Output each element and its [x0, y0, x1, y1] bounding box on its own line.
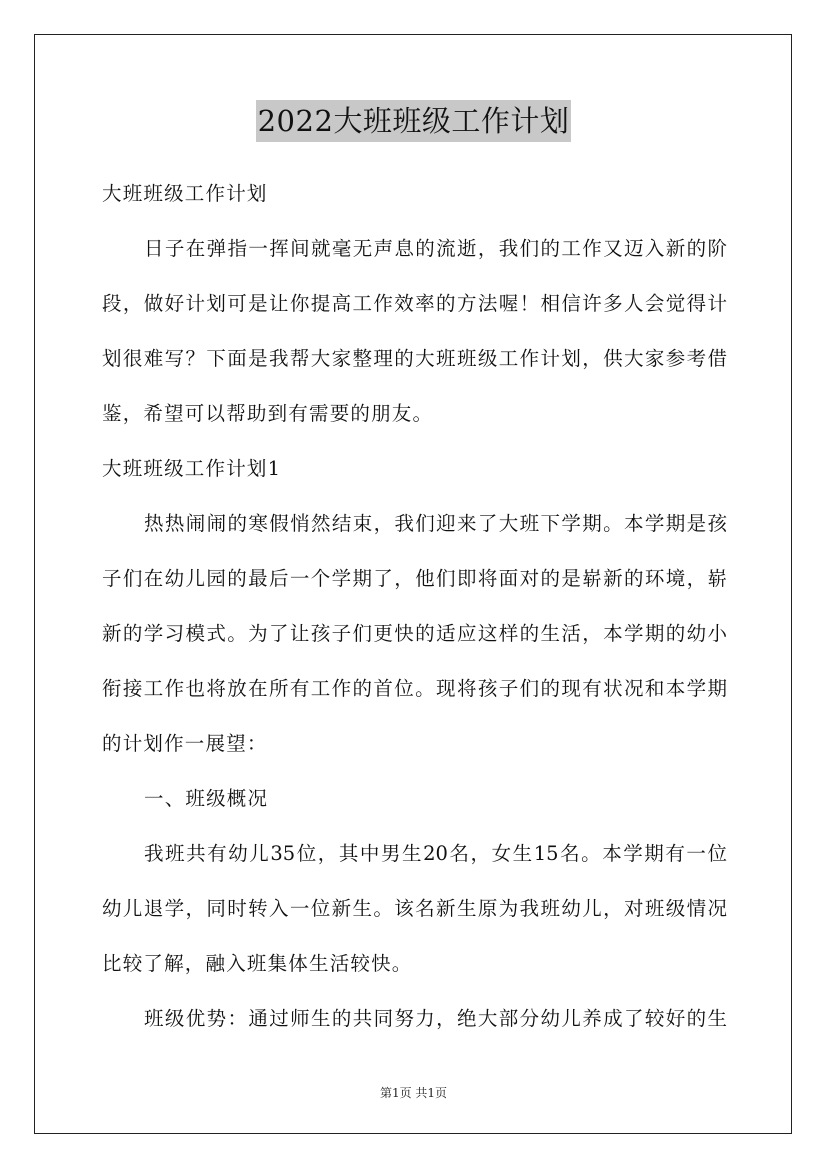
document-body	[102, 175, 727, 1038]
part-line: 比较了解，融入班集体生活较快。	[102, 952, 413, 975]
intro-line: 鉴，希望可以帮助到有需要的朋友。	[102, 402, 434, 425]
section-line: 新的学习模式。为了让孩子们更快的适应这样的生活，本学期的幼小	[102, 622, 727, 645]
part-line: 我班共有幼儿35位，其中男生20名，女生15名。本学期有一位	[144, 842, 727, 865]
subtitle: 大班班级工作计划	[102, 182, 268, 205]
intro-line: 日子在弹指一挥间就毫无声息的流逝，我们的工作又迈入新的阶	[144, 237, 727, 260]
page-footer: 第1页 共1页	[379, 1086, 448, 1100]
advantage-line: 班级优势：通过师生的共同努力，绝大部分幼儿养成了较好的生	[144, 1007, 727, 1030]
title-wrap	[0, 100, 827, 142]
part-heading: 一、班级概况	[144, 787, 269, 810]
part-line: 幼儿退学，同时转入一位新生。该名新生原为我班幼儿，对班级情况	[102, 897, 727, 920]
section-line: 衔接工作也将放在所有工作的首位。现将孩子们的现有状况和本学期	[102, 677, 727, 700]
document-title: 2022大班班级工作计划	[256, 100, 572, 142]
section-heading: 大班班级工作计划1	[102, 457, 282, 480]
intro-line: 划很难写？下面是我帮大家整理的大班班级工作计划，供大家参考借	[102, 347, 727, 370]
section-line: 热热闹闹的寒假悄然结束，我们迎来了大班下学期。本学期是孩	[144, 512, 727, 535]
section-line: 子们在幼儿园的最后一个学期了，他们即将面对的是崭新的环境，崭	[102, 567, 727, 590]
intro-line: 段，做好计划可是让你提高工作效率的方法喔！相信许多人会觉得计	[102, 292, 727, 315]
section-line: 的计划作一展望：	[102, 732, 268, 755]
